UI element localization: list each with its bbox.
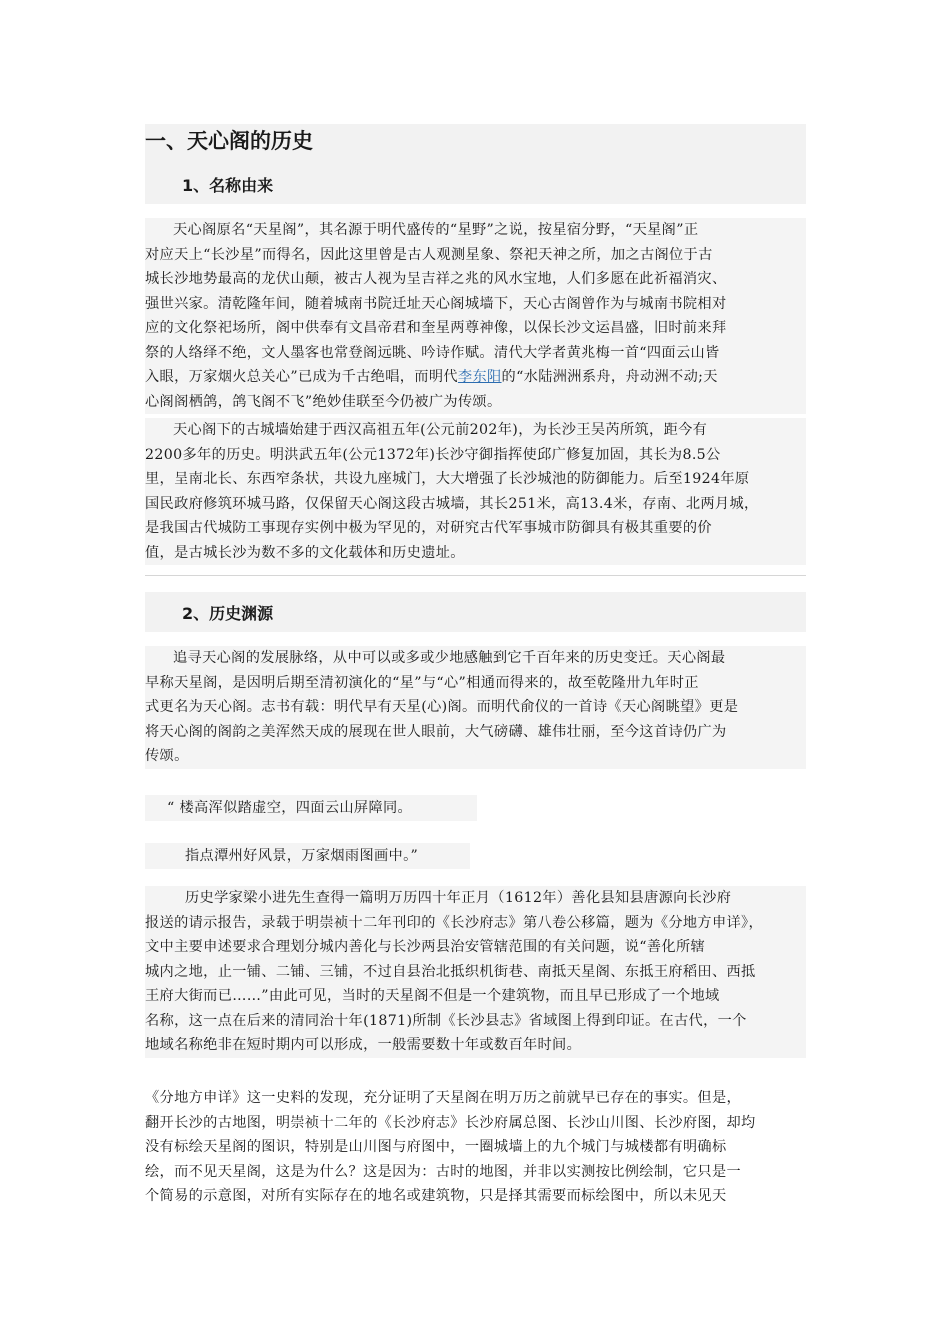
paragraph-line: 《分地方申详》这一史料的发现，充分证明了天星阁在明万历之前就早已存在的事实。但是， [145, 1090, 742, 1106]
paragraph-maps [145, 1086, 806, 1209]
poem-line-1: “ 楼高浑似踏虚空，四面云山屏障同。 [145, 795, 477, 821]
paragraph-line: 将天心阁的阁韵之美浑然天成的展现在世人眼前，大气磅礴、雄伟壮丽，至今这首诗仍广为 [145, 723, 727, 740]
text-segment: 的“水陆洲洲系舟，舟动洲不动;天 [501, 369, 718, 385]
section-title: 一、天心阁的历史 [145, 129, 313, 153]
paragraph-line: 报送的请示报告，录载于明崇祯十二年刊印的《长沙府志》第八卷公移篇，题为《分地方申详》， [145, 914, 764, 931]
paragraph-line: 个简易的示意图，对所有实际存在的地名或建筑物，只是择其需要而标绘图中，所以未见天 [145, 1188, 727, 1204]
paragraph-history [145, 646, 806, 769]
paragraph-line: 2200多年的历史。明洪武五年(公元1372年)长沙守御指挥使邱广修复加固，其长为8.5公 [145, 446, 721, 463]
subsection-title-2: 2、历史渊源 [182, 604, 274, 623]
paragraph-line: 传颂。 [145, 748, 189, 764]
paragraph-line: 是我国古代城防工事现存实例中极为罕见的，对研究古代军事城市防御具有极其重要的价 [145, 520, 712, 536]
paragraph-line [117, 365, 806, 390]
paragraph-line: 名称，这一点在后来的清同治十年(1871)所制《长沙县志》省域图上得到印证。在古代，一个 [145, 1012, 747, 1029]
paragraph-line: 值，是古城长沙为数不多的文化载体和历史遗址。 [145, 544, 465, 561]
paragraph-line: 城长沙地势最高的龙伏山颠，被古人视为呈吉祥之兆的风水宝地，人们多愿在此祈福消灾、 [145, 271, 727, 287]
paragraph-name-origin [145, 218, 806, 414]
paragraph-line: 没有标绘天星阁的图识，特别是山川图与府图中，一圈城墙上的九个城门与城楼都有明确标 [145, 1139, 727, 1155]
paragraph-city-wall [145, 418, 806, 565]
paragraph-line: 历史学家梁小进先生查得一篇明万历四十年正月（1612年）善化县知县唐源向长沙府 [185, 890, 732, 906]
paragraph-line: 强世兴家。清乾隆年间，随着城南书院迁址天心阁城墙下，天心古阁曾作为与城南书院相对 [145, 295, 727, 312]
paragraph-line: 应的文化祭祀场所，阁中供奉有文昌帝君和奎星两尊神像，以保长沙文运昌盛，旧时前来拜 [145, 320, 727, 336]
poem-line-2: 指点潭州好风景，万家烟雨图画中。” [145, 843, 470, 869]
paragraph-line: 翻开长沙的古地图，明崇祯十二年的《长沙府志》长沙府属总图、长沙山川图、长沙府图，却均 [145, 1114, 756, 1131]
paragraph-line: 祭的人络绎不绝，文人墨客也常登阁远眺、吟诗作赋。清代大学者黄兆梅一首“四面云山皆 [145, 344, 720, 361]
paragraph-line: 地域名称绝非在短时期内可以形成，一般需要数十年或数百年时间。 [145, 1037, 582, 1053]
paragraph-line: 王府大街而已……”由此可见，当时的天星阁不但是一个建筑物，而且早已形成了一个地域 [145, 988, 720, 1004]
paragraph-line: 早称天星阁，是因明后期至清初演化的“星”与“心”相通而得来的，故至乾隆卅九年时正 [145, 674, 699, 691]
paragraph-line: 式更名为天心阁。志书有载：明代早有天星(心)阁。而明代俞仪的一首诗《天心阁眺望》更是 [145, 699, 739, 715]
paragraph-line: 对应天上“长沙星”而得名，因此这里曾是古人观测星象、祭祀天神之所，加之古阁位于古 [145, 246, 713, 263]
subsection-heading-1 [145, 164, 806, 204]
paragraph-line: 天心阁下的古城墙始建于西汉高祖五年(公元前202年)，为长沙王吴芮所筑，距今有 [173, 422, 708, 438]
section-divider [145, 575, 806, 576]
paragraph-line: 天心阁原名“天星阁”，其名源于明代盛传的“星野”之说，按星宿分野，“天星阁”正 [173, 222, 699, 238]
paragraph-line: 文中主要申述要求合理划分城内善化与长沙两县治安管辖范围的有关问题，说“善化所辖 [145, 939, 706, 955]
li-dongyang-link[interactable]: 李东阳 [457, 369, 502, 385]
text-segment: 入眼，万家烟火总关心”已成为千古绝唱，而明代 [145, 369, 458, 385]
subsection-title-1: 1、名称由来 [182, 176, 274, 195]
paragraph-line: 城内之地，止一铺、二铺、三铺，不过自县治北抵织机街巷、南抵天星阁、东抵王府稻田、西抵 [145, 963, 756, 980]
paragraph-line: 国民政府修筑环城马路，仅保留天心阁这段古城墙，其长251米，高13.4米，存南、北两月城， [145, 495, 759, 512]
paragraph-line: 心阁阁栖鸽，鸽飞阁不飞”绝妙佳联至今仍被广为传颂。 [145, 393, 502, 410]
paragraph-document-evidence [145, 886, 806, 1058]
paragraph-line: 追寻天心阁的发展脉络，从中可以或多或少地感触到它千百年来的历史变迁。天心阁最 [173, 650, 726, 666]
paragraph-line: 绘，而不见天星阁，这是为什么？这是因为：古时的地图，并非以实测按比例绘制，它只是一 [145, 1163, 742, 1180]
subsection-heading-2 [145, 592, 806, 632]
paragraph-line: 里，呈南北长、东西窄条状，共设九座城门，大大增强了长沙城池的防御能力。后至1924年原 [145, 471, 750, 487]
